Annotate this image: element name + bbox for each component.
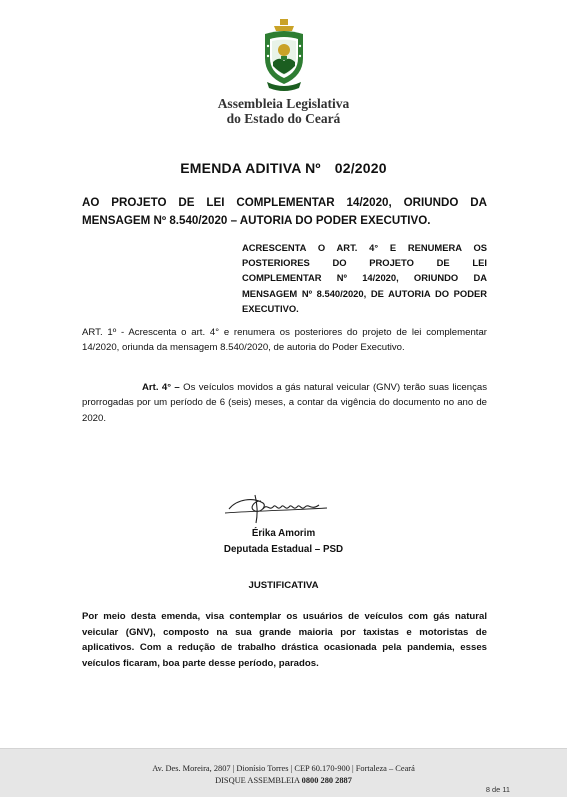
- amendment-subject: AO PROJETO DE LEI COMPLEMENTAR 14/2020, ORIUNDO DA MENSAGEM Nº 8.540/2020 – AUTORIA DO PODER EXECUTIVO.: [82, 196, 487, 227]
- page-footer: [0, 748, 567, 797]
- footer-address: Av. Des. Moreira, 2807 | Dionísio Torres | CEP 60.170-900 | Fortaleza – Ceará: [152, 764, 415, 773]
- amendment-number: 02/2020: [334, 160, 387, 176]
- amendment-title: [0, 160, 567, 176]
- justification-text: Por meio desta emenda, visa contemplar os usuários de veículos com gás natural veicular (GNV), composto na sua grande maioria por taxistas e motoristas de aplicativos. Com a redução de trabalho drástica ocasionada pela pandemia, esses veículos ficaram, boa parte desse período, parados.: [82, 611, 487, 669]
- page-number: 8 de 11: [485, 785, 510, 794]
- footer-phone-label: DISQUE ASSEMBLEIA: [215, 776, 300, 785]
- signer-block: [0, 526, 567, 557]
- justification-title: JUSTIFICATIVA: [248, 580, 319, 591]
- article-4-paragraph: [82, 380, 487, 426]
- signer-name: Érika Amorim: [251, 528, 316, 539]
- footer-phone: [0, 776, 567, 785]
- article-4-label: Art. 4° –: [142, 382, 180, 393]
- letterhead: [0, 18, 567, 126]
- article-1-text: ART. 1º - Acrescenta o art. 4° e renumera os posteriores do projeto de lei complementar 14/2020, oriunda da mensagem 8.540/2020, de autoria do Poder Executivo.: [82, 327, 487, 354]
- article-4-text: Os veículos movidos a gás natural veicular (GNV) terão suas licenças prorrogadas por um período de 6 (seis) meses, a contar da vigência do documento no ano de 2020.: [82, 382, 487, 424]
- state-coat-of-arms-icon: [259, 18, 309, 92]
- amendment-ementa: ACRESCENTA O ART. 4° E RENUMERA OS POSTERIORES DO PROJETO DE LEI COMPLEMENTAR Nº 14/2020, ORIUNDO DA MENSAGEM Nº 8.540/2020, DE AUTORIA DO PODER EXECUTIVO.: [242, 242, 487, 314]
- signer-role: Deputada Estadual – PSD: [223, 543, 344, 555]
- footer-phone-number: 0800 280 2887: [301, 776, 352, 785]
- institution-name-line2: do Estado do Ceará: [226, 111, 341, 126]
- institution-name-line1: Assembleia Legislativa: [217, 96, 350, 111]
- amendment-title-label: EMENDA ADITIVA Nº: [180, 160, 321, 176]
- handwritten-signature: [223, 489, 329, 525]
